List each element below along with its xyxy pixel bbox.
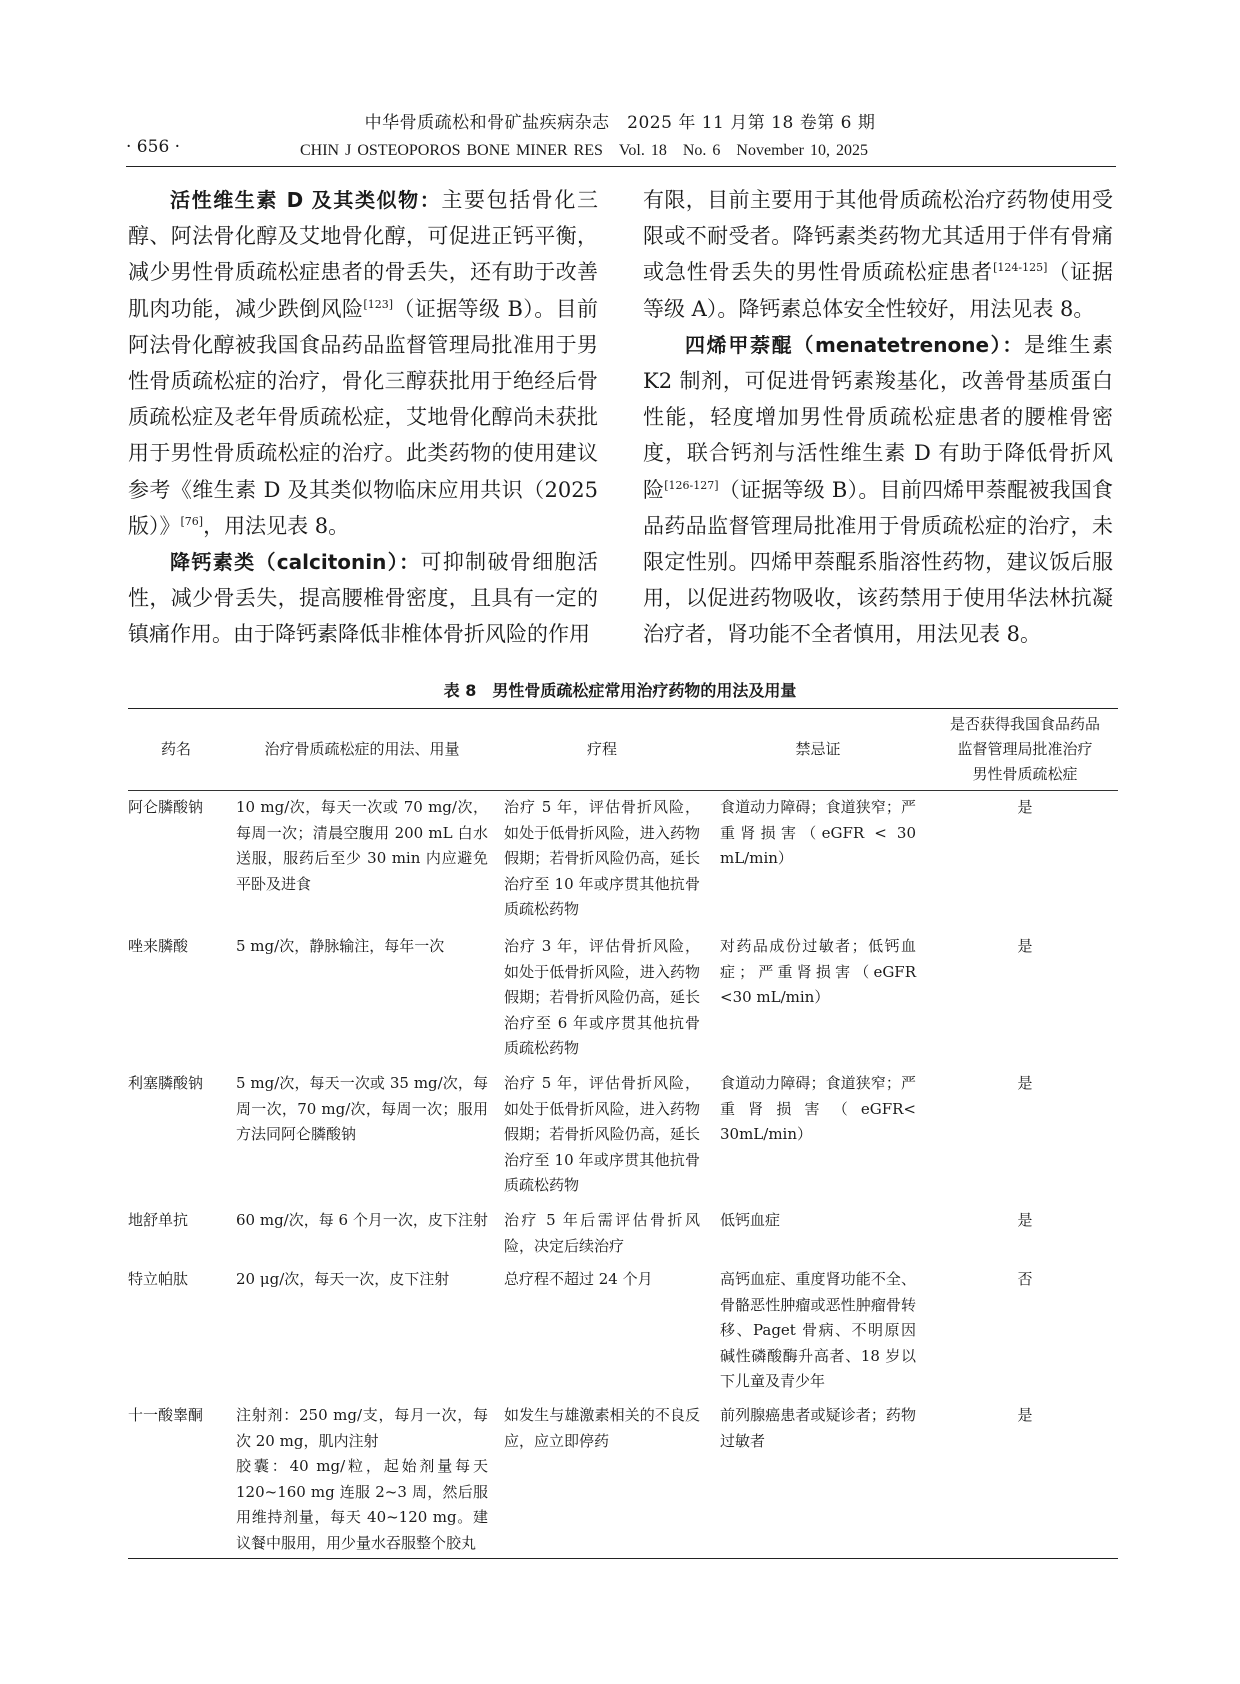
citation: [124-125] [993, 261, 1048, 275]
running-header-chinese: 中华骨质疏松和骨矿盐疾病杂志 2025 年 11 月第 18 卷第 6 期 [364, 113, 876, 133]
cell-drug: 利塞膦酸钠 [128, 1074, 204, 1092]
table-caption: 表 8 男性骨质疏松症常用治疗药物的用法及用量 [443, 681, 797, 700]
cell-drug: 唑来膦酸 [128, 937, 189, 955]
paragraph-heading: 四烯甲萘醌（menatetrenone）： [685, 332, 1024, 357]
cell-drug: 十一酸睾酮 [128, 1406, 204, 1424]
paragraph-calcitonin-continued: 有限，目前主要用于其他骨质疏松治疗药物使用受限或不耐受者。降钙素类药物尤其适用于伴有骨痛或急性骨丢失的男性骨质疏松症患者[124-125]（证据等级 A）。降钙素总体安全性较好，用法见表 8。 [643, 188, 1114, 321]
text-column-left [128, 182, 598, 653]
citation: [123] [363, 297, 393, 311]
table-header-dosage: 治疗骨质疏松症的用法、用量 [264, 739, 460, 758]
text-column-right [643, 182, 1113, 653]
header-divider [126, 166, 1116, 167]
cell-course: 总疗程不超过 24 个月 [504, 1270, 653, 1288]
cell-course: 治疗 3 年，评估骨折风险，如处于低骨折风险，进入药物假期；若骨折风险仍高，延长治疗至 6 年或序贯其他抗骨质疏松药物 [504, 937, 700, 1058]
cell-approved: 否 [1017, 1270, 1033, 1288]
cell-drug: 阿仑膦酸钠 [128, 798, 204, 816]
cell-contraindications: 前列腺癌患者或疑诊者；药物过敏者 [720, 1406, 916, 1450]
page-number: · 656 · [126, 137, 181, 157]
paragraph-menatetrenone: 四烯甲萘醌（menatetrenone）：是维生素 K2 制剂，可促进骨钙素羧基化，改善骨基质蛋白性能，轻度增加男性骨质疏松症患者的腰椎骨密度，联合钙剂与活性维生素 D 有助于降低骨折风险[126-127]（证据等级 B）。目前四烯甲萘醌被我国食品药品监督管理局批准用于骨质疏松症的治疗，未限定性别。四烯甲萘醌系脂溶性药物，建议饭后服用，以促进药物吸收，该药禁用于使用华法林抗凝治疗者，肾功能不全者慎用，用法见表 8。 [643, 332, 1114, 647]
cell-drug: 特立帕肽 [128, 1270, 189, 1288]
cell-course: 治疗 5 年后需评估骨折风险，决定后续治疗 [504, 1211, 700, 1255]
paragraph-vitamin-d: 活性维生素 D 及其类似物：主要包括骨化三醇、阿法骨化醇及艾地骨化醇，可促进正钙平衡，减少男性骨质疏松症患者的骨丢失，还有助于改善肌肉功能，减少跌倒风险[123]（证据等级 B）。目前阿法骨化醇被我国食品药品监督管理局批准用于男性骨质疏松症的治疗，骨化三醇获批用于绝经后骨质疏松症及老年骨质疏松症，艾地骨化醇尚未获批用于男性骨质疏松症的治疗。此类药物的使用建议参考《维生素 D 及其类似物临床应用共识（2025 版）》[76]，用法见表 8。 [128, 188, 599, 538]
cell-course: 治疗 5 年，评估骨折风险，如处于低骨折风险，进入药物假期；若骨折风险仍高，延长治疗至 10 年或序贯其他抗骨质疏松药物 [504, 1074, 700, 1195]
cell-dosage: 5 mg/次，每天一次或 35 mg/次，每周一次，70 mg/次，每周一次；服用方法同阿仑膦酸钠 [236, 1074, 488, 1144]
cell-drug: 地舒单抗 [128, 1211, 189, 1229]
cell-contraindications: 对药品成份过敏者；低钙血症；严重肾损害（eGFR <30 mL/min） [720, 937, 916, 1007]
citation: [126-127] [664, 478, 719, 492]
cell-course: 治疗 5 年，评估骨折风险，如处于低骨折风险，进入药物假期；若骨折风险仍高，延长治疗至 10 年或序贯其他抗骨质疏松药物 [504, 798, 700, 919]
cell-contraindications: 低钙血症 [720, 1211, 781, 1229]
cell-dosage: 60 mg/次，每 6 个月一次，皮下注射 [236, 1211, 488, 1229]
cell-approved: 是 [1017, 1211, 1033, 1229]
table-header-approval: 是否获得我国食品药品 监督管理局批准治疗 男性骨质疏松症 [949, 714, 1100, 783]
table-header-contraindications: 禁忌证 [795, 739, 841, 758]
cell-contraindications: 高钙血症、重度肾功能不全、骨骼恶性肿瘤或恶性肿瘤骨转移、Paget 骨病、不明原因碱性磷酸酶升高者、18 岁以下儿童及青少年 [720, 1270, 916, 1391]
cell-dosage: 10 mg/次，每天一次或 70 mg/次，每周一次；清晨空腹用 200 mL 白水送服，服药后至少 30 min 内应避免平卧及进食 [236, 798, 488, 893]
paragraph-heading: 降钙素类（calcitonin）： [170, 550, 421, 575]
paragraph-calcitonin: 降钙素类（calcitonin）：可抑制破骨细胞活性，减少骨丢失，提高腰椎骨密度，且具有一定的镇痛作用。由于降钙素降低非椎体骨折风险的作用 [128, 550, 598, 647]
cell-approved: 是 [1017, 1406, 1033, 1424]
cell-dosage: 5 mg/次，静脉输注，每年一次 [236, 937, 445, 955]
cell-contraindications: 食道动力障碍；食道狭窄；严重肾损害（eGFR < 30 mL/min） [720, 798, 916, 868]
table-bottom-rule [128, 1558, 1118, 1559]
cell-dosage: 注射剂：250 mg/支，每月一次，每次 20 mg，肌内注射 胶囊：40 mg/粒，起始剂量每天 120~160 mg 连服 2~3 周，然后服用维持剂量，每天 40~120 mg。建议餐中服用，用少量水吞服整个胶丸 [236, 1406, 488, 1552]
table-header-drug: 药名 [160, 739, 191, 758]
running-header-english: CHIN J OSTEOPOROS BONE MINER RES Vol. 18 No. 6 November 10, 2025 [300, 142, 868, 159]
table-header-course: 疗程 [586, 739, 617, 758]
citation: [76] [180, 514, 204, 528]
table-header-rule [128, 790, 1118, 791]
cell-contraindications: 食道动力障碍；食道狭窄；严重肾损害（eGFR< 30mL/min） [720, 1074, 916, 1144]
cell-approved: 是 [1017, 937, 1033, 955]
paragraph-heading: 活性维生素 D 及其类似物： [170, 188, 442, 212]
cell-dosage: 20 μg/次，每天一次，皮下注射 [236, 1270, 450, 1288]
cell-approved: 是 [1017, 798, 1033, 816]
cell-course: 如发生与雄激素相关的不良反应，应立即停药 [504, 1406, 700, 1450]
cell-approved: 是 [1017, 1074, 1033, 1092]
